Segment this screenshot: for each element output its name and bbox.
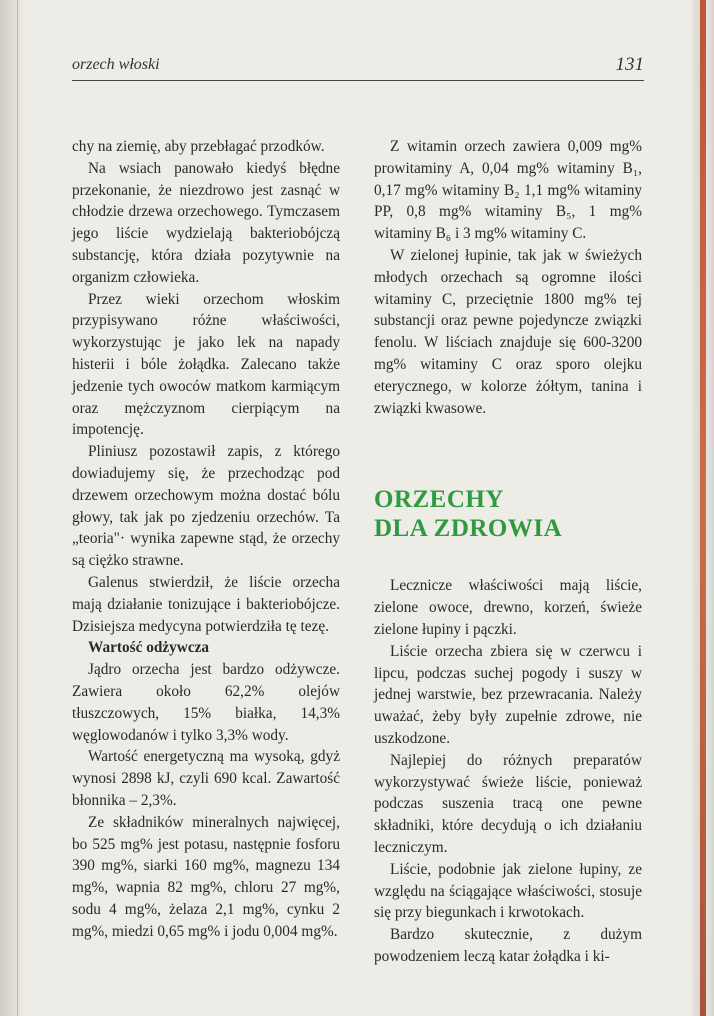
paragraph: Na wsiach panowało kiedyś błędne przekonanie, że niezdrowo jest zasnąć w chłodzie drzewa orzechowego. Tymczasem jego liście wydzielają bakteriobójczą substancję, która działa pozytywnie na organizm człowieka. xyxy=(72,159,340,286)
section-title-line-2: DLA ZDROWIA xyxy=(374,515,563,543)
paragraph: Wartość energetyczną ma wysoką, gdyż wynosi 2898 kJ, czyli 690 kcal. Zawartość błonnika – 2,3%. xyxy=(72,748,340,809)
left-column xyxy=(72,136,340,942)
gutter-fold-line xyxy=(17,0,18,1016)
paragraph: Lecznicze właściwości mają liście, zielone owoce, drewno, korzeń, świeże zielone łupiny i pączki. xyxy=(374,577,642,638)
subheading-nutrition: Wartość odżywcza xyxy=(88,639,210,657)
page-number: 131 xyxy=(615,54,644,75)
right-column xyxy=(374,136,642,968)
paragraph: Bardzo skutecznie, z dużym powodzeniem leczą katar żołądka i ki- xyxy=(374,926,642,965)
header-rule xyxy=(72,80,644,81)
paragraph: Liście, podobnie jak zielone łupiny, ze względu na ściągające właściwości, stosuje się przy biegunkach i krwotokach. xyxy=(374,860,642,922)
paragraph: Ze składników mineralnych najwięcej, bo 525 mg% jest potasu, następnie fosforu 390 mg%, siarki 160 mg%, magnezu 134 mg%, wapnia 82 mg%, chloru 27 mg%, sodu 4 mg%, żelaza 2,1 mg%, cynku 2 mg%, miedzi 0,65 mg% i jodu 0,004 mg%. xyxy=(72,813,340,940)
paragraph: Jądro orzecha jest bardzo odżywcze. Zawiera około 62,2% olejów tłuszczowych, 15% białka, 14,3% węglowodanów i tylko 3,3% wody. xyxy=(72,661,340,744)
paragraph: Z witamin orzech zawiera 0,009 mg% prowitaminy A, 0,04 mg% witaminy B₁, 0,17 mg% witaminy B₂ 1,1 mg% witaminy PP, 0,8 mg% witaminy B₅, 1 mg% witaminy B₆ i 3 mg% witaminy C. xyxy=(374,138,642,243)
running-header xyxy=(72,54,644,80)
paragraph: W zielonej łupinie, tak jak w świeżych młodych orzechach są ogromne ilości witaminy C, przeciętnie 1800 mg% tej substancji oraz pewne pojedyncze związki fenolu. W liściach znajduje się 600-3200 mg% witaminy C oraz sporo olejku eterycznego, w kolorze żółtym, tanina i związki kwasowe. xyxy=(374,246,642,417)
paragraph: Liście orzecha zbiera się w czerwcu i lipcu, podczas suchej pogody i suszy w jednej warstwie, bez przewracania. Należy uważać, żeby były zupełnie zdrowe, nie uszkodzone. xyxy=(374,642,642,747)
red-cover-edge xyxy=(700,0,706,1016)
book-gutter-shadow xyxy=(0,0,26,1016)
paragraph: Pliniusz pozostawił zapis, z którego dowiadujemy się, że przechodząc pod drzewem orzechowym można dostać bólu głowy, tak jak po zjedzeniu orzechów. Ta „teoria"· wynika zapewne stąd, że orzechy są ciężko strawne. xyxy=(72,443,340,570)
paragraph: chy na ziemię, aby przebłagać przodków. xyxy=(72,138,325,155)
section-title xyxy=(374,485,642,543)
running-title: orzech włoski xyxy=(72,56,160,73)
paragraph: Galenus stwierdził, że liście orzecha mają działanie tonizujące i bakteriobójcze. Dzisiejsza medycyna potwierdziła tę tezę. xyxy=(72,573,340,635)
paragraph: Najlepiej do różnych preparatów wykorzystywać świeże liście, ponieważ podczas suszenia tracą one pewne składniki, które decydują o ich działaniu leczniczym. xyxy=(374,751,642,856)
paragraph: Przez wieki orzechom włoskim przypisywano różne właściwości, wykorzystując je jako lek na napady histerii i bóle żołądka. Zalecano także jedzenie tych owoców matkom karmiącym oraz mężczyznom cierpiącym na impotencję. xyxy=(72,290,340,439)
section-title-line-1: ORZECHY xyxy=(374,486,504,514)
